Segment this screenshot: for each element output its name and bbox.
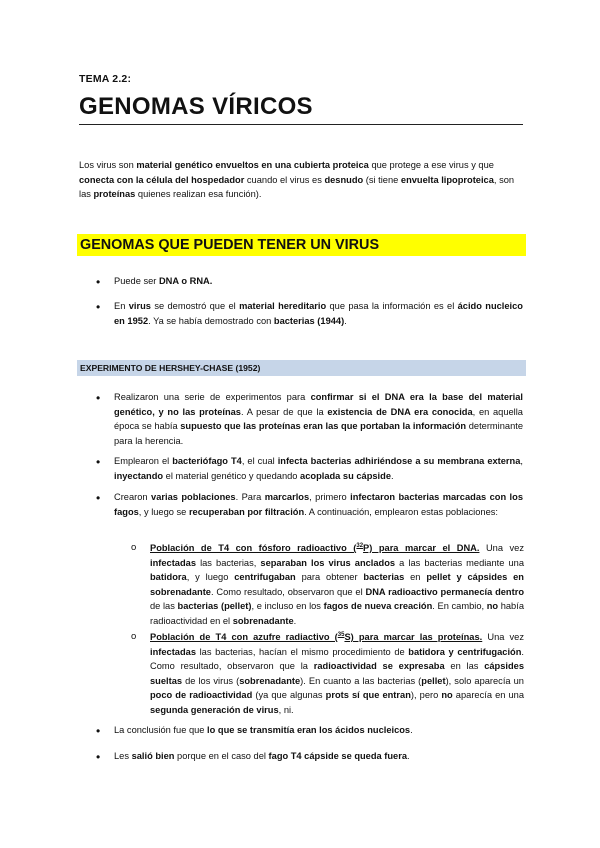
bullet-marker: • xyxy=(96,724,101,738)
text-run: varias poblaciones xyxy=(151,492,236,502)
text-run: Realizaron una serie de experimentos para xyxy=(114,392,311,402)
bullet-marker: • xyxy=(96,750,101,764)
text-run: Emplearon el xyxy=(114,456,173,466)
text-run: a las bacterias mediante una xyxy=(395,557,524,568)
text-run: radioactividad se expresaba xyxy=(313,661,445,672)
text-run: recuperaban por filtración xyxy=(188,506,305,517)
text-run: , el cual xyxy=(241,456,278,466)
text-run: ). En cuanto a las bacterias ( xyxy=(300,675,422,686)
text-run: proteínas xyxy=(93,189,136,200)
text-run: La conclusión fue que xyxy=(114,725,208,735)
text-run: inyectando xyxy=(114,470,164,481)
section-heading-genomas: GENOMAS QUE PUEDEN TENER UN VIRUS xyxy=(77,234,526,256)
text-run: P) para marcar el DNA. xyxy=(363,543,480,553)
text-run: , ni. xyxy=(278,704,294,715)
text-run: segunda generación de virus xyxy=(150,704,279,715)
list-item-experimentos xyxy=(114,390,523,448)
text-run: aparecía en una xyxy=(452,690,525,701)
text-run: . En cambio, xyxy=(432,601,487,612)
section-heading-hershey-chase: EXPERIMENTO DE HERSHEY-CHASE (1952) xyxy=(77,360,526,376)
text-run: conecta con la célula del hospedador xyxy=(79,174,245,185)
text-run: el material genético y quedando xyxy=(163,470,301,481)
bullet-marker: • xyxy=(96,391,101,405)
text-run: batidora y centrifugación xyxy=(408,646,522,657)
text-run: para obtener xyxy=(295,572,364,583)
text-run: sobrenadante xyxy=(232,615,294,626)
text-run: Crearon xyxy=(114,492,152,502)
text-run: salió bien xyxy=(131,751,175,761)
text-run: Población de T4 con azufre radiactivo ( xyxy=(150,632,338,642)
text-run: de los virus ( xyxy=(182,675,240,686)
list-item-bacteriofago xyxy=(114,454,523,483)
bullet-marker: • xyxy=(96,300,101,314)
text-run: confirmar si el DNA era la base del material genético, y no las proteínas xyxy=(114,392,524,417)
text-run: Los virus son xyxy=(79,160,137,170)
text-run: . Como resultado, observaron que la xyxy=(150,646,524,672)
text-run: infectadas xyxy=(150,646,196,657)
text-run: infectadas xyxy=(150,557,196,568)
text-run: lo que se transmitía eran los ácidos nucleicos xyxy=(207,725,411,735)
text-run: . xyxy=(410,725,413,735)
text-run: de las xyxy=(150,601,178,612)
text-run: determinante para la herencia. xyxy=(114,421,523,446)
text-run: 32 xyxy=(356,542,364,549)
text-run: , y luego se xyxy=(138,506,189,517)
sub-item-fosforo xyxy=(150,541,524,629)
text-run: las bacterias, xyxy=(196,557,261,568)
text-run: en xyxy=(404,572,427,583)
text-run: las bacterias, hacían el mismo procedimiento de xyxy=(196,646,409,657)
text-run: Una vez xyxy=(479,543,524,553)
text-run: . A continuación, emplearon estas poblaciones: xyxy=(304,506,498,517)
bullet-marker: • xyxy=(96,491,101,505)
text-run: DNA o RNA. xyxy=(158,276,213,286)
text-run: , y luego xyxy=(186,572,235,583)
list-item-dna-rna xyxy=(114,274,523,289)
list-item-poblaciones xyxy=(114,490,523,519)
text-run: . Ya se había demostrado con xyxy=(148,315,274,326)
text-run: cápsides sueltas xyxy=(150,661,524,686)
text-run: porque en el caso del xyxy=(174,751,269,761)
text-run: ácido nucleico en 1952 xyxy=(114,301,523,326)
text-run: que protege a ese virus y que xyxy=(368,160,494,170)
text-run: bacterias xyxy=(363,572,405,583)
text-run: ), pero xyxy=(410,690,442,701)
text-run: Les xyxy=(114,751,132,761)
title-underline xyxy=(79,124,523,125)
text-run: virus xyxy=(128,301,151,311)
topic-number: TEMA 2.2: xyxy=(79,73,132,85)
sub-item-azufre xyxy=(150,630,524,718)
text-run: desnudo xyxy=(324,174,364,185)
text-run: poco de radioactividad xyxy=(150,690,253,701)
text-run: bacterias (1944) xyxy=(273,315,345,326)
text-run: . Como resultado, observaron que el xyxy=(210,586,366,597)
list-item-salio-bien xyxy=(114,749,523,764)
text-run: , primero xyxy=(309,492,351,502)
text-run: sobrenadante xyxy=(239,675,301,686)
text-run: marcarlos xyxy=(264,492,310,502)
text-run: (si tiene xyxy=(363,174,401,185)
text-run: que pasa la información es el xyxy=(326,301,458,311)
text-run: existencia de DNA era conocida xyxy=(327,406,473,417)
text-run: fago T4 cápside se queda fuera xyxy=(268,751,408,761)
text-run: . xyxy=(344,315,347,326)
text-run: material genético envueltos en una cubierta proteica xyxy=(136,160,369,170)
text-run: . A pesar de que la xyxy=(240,406,328,417)
text-run: había radioactividad en el xyxy=(150,601,524,626)
text-run: S) para marcar las proteínas. xyxy=(344,632,483,642)
text-run: prots sí que entran xyxy=(325,690,411,701)
text-run: separaban los virus anclados xyxy=(260,557,396,568)
text-run: bacterias (pellet) xyxy=(177,601,252,612)
bullet-marker: • xyxy=(96,275,101,289)
text-run: . xyxy=(391,470,394,481)
list-item-virus-1952 xyxy=(114,299,523,328)
text-run: . xyxy=(407,751,410,761)
text-run: bacteriófago T4 xyxy=(172,456,242,466)
text-run: pellet y cápsides en sobrenadante xyxy=(150,572,524,597)
text-run: Una vez xyxy=(482,632,524,642)
bullet-marker: • xyxy=(96,455,101,469)
text-run: en las xyxy=(444,661,485,672)
text-run: infectaron bacterias marcadas con los fagos xyxy=(114,492,523,517)
text-run: batidora xyxy=(150,572,187,583)
text-run: . Para xyxy=(235,492,265,502)
text-run: ), solo aparecía un xyxy=(445,675,524,686)
text-run: quienes realizan esa función). xyxy=(135,189,262,200)
text-run: , e incluso en los xyxy=(251,601,324,612)
page-title: GENOMAS VÍRICOS xyxy=(79,93,313,120)
text-run: no xyxy=(486,601,499,612)
text-run: supuesto que las proteínas eran las que portaban la información xyxy=(180,421,467,432)
text-run: 35 xyxy=(337,631,345,638)
list-item-conclusion xyxy=(114,723,523,738)
sub-bullet-marker: o xyxy=(131,631,137,642)
text-run: acoplada su cápside xyxy=(300,470,391,481)
text-run: Puede ser xyxy=(114,276,159,286)
text-run: centrifugaban xyxy=(234,572,296,583)
text-run: , en aquella época se había xyxy=(114,406,523,432)
text-run: En xyxy=(114,301,129,311)
text-run: , xyxy=(520,456,523,466)
text-run: (ya que algunas xyxy=(252,690,326,701)
text-run: DNA radioactivo permanecía dentro xyxy=(365,586,524,597)
text-run: Población de T4 con fósforo radioactivo ( xyxy=(150,543,357,553)
text-run: . xyxy=(293,615,297,626)
text-run: se demostró que el xyxy=(150,301,240,311)
text-run: envuelta lipoproteica xyxy=(400,174,494,185)
sub-bullet-marker: o xyxy=(131,542,137,553)
text-run: cuando el virus es xyxy=(244,174,325,185)
text-run: no xyxy=(441,690,453,701)
text-run: fagos de nueva creación xyxy=(323,601,433,612)
intro-paragraph xyxy=(79,158,525,202)
text-run: pellet xyxy=(421,675,446,686)
text-run: , son las xyxy=(79,174,515,200)
text-run: infecta bacterias adhiriéndose a su membrana externa xyxy=(277,456,521,466)
text-run: material hereditario xyxy=(239,301,327,311)
